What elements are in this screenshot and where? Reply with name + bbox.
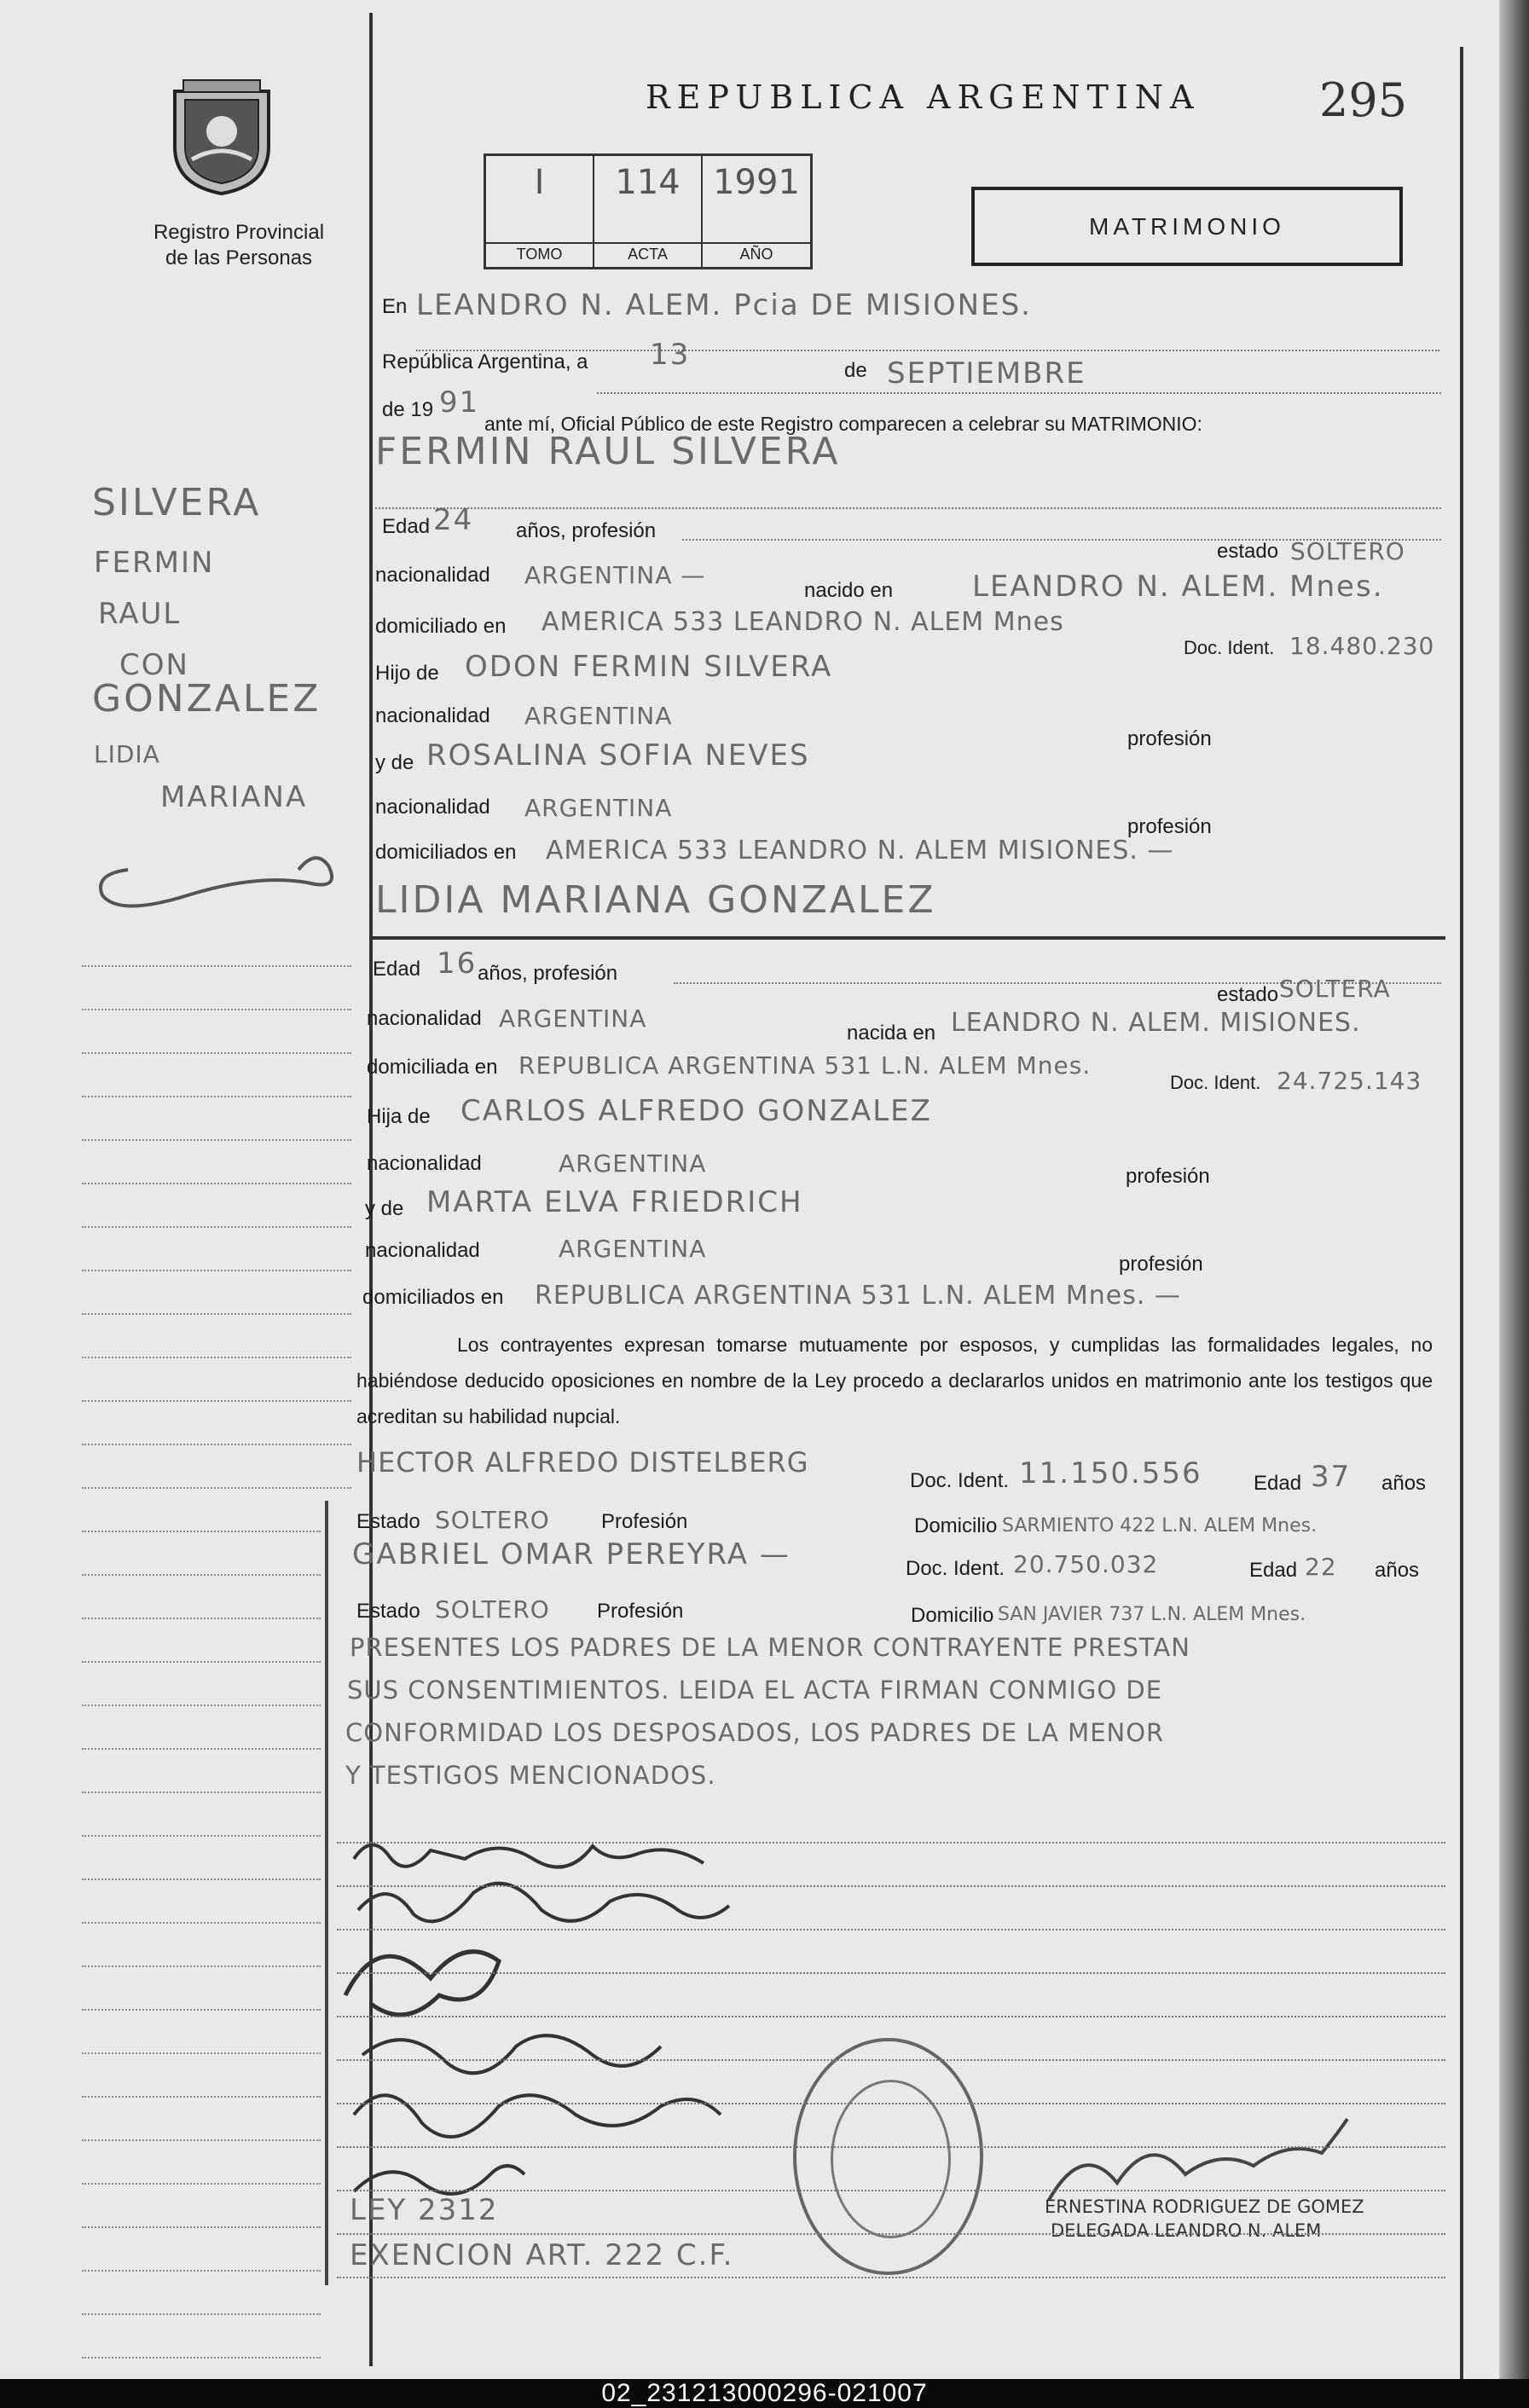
witness1-profesion-label: Profesión	[601, 1510, 688, 1533]
tomo-acta-anio-box	[484, 153, 813, 269]
groom-padres-dom-label: domiciliados en	[375, 841, 517, 864]
sidebar-line-7: MARIANA	[160, 780, 308, 814]
groom-madre-nac: ARGENTINA	[524, 794, 673, 822]
witness1-domicilio-label: Domicilio	[914, 1514, 998, 1537]
witness1-doc-label: Doc. Ident.	[910, 1469, 1010, 1492]
witness2-name: GABRIEL OMAR PEREYRA —	[352, 1537, 791, 1572]
groom-madre-nac-label: nacionalidad	[375, 796, 490, 819]
groom-yde-label: y de	[375, 751, 414, 774]
margin-line	[325, 1501, 328, 2285]
bride-nacionalidad: ARGENTINA	[499, 1004, 647, 1033]
signature-ruled-line	[337, 2146, 1445, 2148]
groom-padre-nac: ARGENTINA	[524, 702, 673, 730]
sidebar-dotted-row	[82, 1703, 321, 1706]
book-binding-edge	[1499, 0, 1529, 2379]
month-value: SEPTIEMBRE	[887, 356, 1086, 391]
bride-estado-label: estado	[1217, 983, 1279, 1006]
sidebar-line-1: SILVERA	[92, 481, 262, 524]
bride-madre: MARTA ELVA FRIEDRICH	[426, 1185, 803, 1219]
sidebar-dotted-row	[82, 1659, 321, 1663]
sidebar-dotted-row	[82, 1398, 351, 1402]
sidebar-dotted-row	[82, 2138, 321, 2141]
official-name: ERNESTINA RODRIGUEZ DE GOMEZ	[1045, 2197, 1364, 2217]
sidebar-dotted-row	[82, 1181, 351, 1184]
sidebar-dotted-row	[82, 1746, 321, 1750]
bride-madre-nac: ARGENTINA	[559, 1235, 707, 1263]
bride-estado: SOLTERA	[1279, 975, 1391, 1003]
sidebar-dotted-row	[82, 2007, 321, 2011]
signature-ruled-line	[337, 2277, 1445, 2278]
bride-madre-prof-label: profesión	[1119, 1253, 1203, 1276]
witness1-anios-label: años	[1381, 1472, 1427, 1495]
note-line-2: SUS CONSENTIMIENTOS. LEIDA EL ACTA FIRMAN CONMIGO DE	[347, 1676, 1163, 1705]
groom-nacionalidad: ARGENTINA —	[524, 561, 706, 589]
sidebar-dotted-row	[82, 2312, 321, 2315]
signature-ruled-line	[337, 2233, 1445, 2235]
groom-profesion-label: años, profesión	[516, 519, 657, 542]
bride-domicilio: REPUBLICA ARGENTINA 531 L.N. ALEM Mnes.	[518, 1051, 1092, 1080]
signature-ruled-line	[337, 2016, 1445, 2017]
signature-ruled-line	[337, 2103, 1445, 2104]
de19-label: de 19	[382, 398, 434, 421]
note-line-1: PRESENTES LOS PADRES DE LA MENOR CONTRAYENTE PRESTAN	[350, 1633, 1190, 1662]
groom-name: FERMIN RAUL SILVERA	[375, 430, 841, 473]
bride-doc: 24.725.143	[1277, 1067, 1422, 1095]
sidebar-dotted-row	[82, 1790, 321, 1793]
ante-text: ante mí, Oficial Público de este Registro comparecen a celebrar su MATRIMONIO:	[484, 413, 1202, 435]
signature-ruled-line	[337, 1885, 1445, 1887]
sidebar-dotted-row	[82, 1224, 351, 1228]
de-label: de	[844, 359, 867, 382]
bride-nacionalidad-label: nacionalidad	[367, 1007, 482, 1030]
sidebar-line-5: GONZALEZ	[92, 677, 321, 721]
sidebar-flourish	[85, 844, 350, 921]
sidebar-dotted-row	[82, 2094, 321, 2098]
right-border	[1460, 47, 1463, 2388]
signatures-area	[337, 1833, 746, 2217]
sidebar-dotted-row	[82, 1442, 351, 1445]
sidebar-dotted-row	[82, 2225, 321, 2228]
sidebar-dotted-row	[82, 1833, 321, 1837]
sidebar-dotted-row	[82, 964, 351, 967]
bride-padres-dom: REPUBLICA ARGENTINA 531 L.N. ALEM Mnes. —	[535, 1281, 1181, 1311]
footer-note-2: EXENCION ART. 222 C.F.	[350, 2238, 734, 2272]
sidebar-dotted-row	[82, 1268, 351, 1271]
groom-hijo-label: Hijo de	[375, 662, 439, 685]
bride-yde-label: y de	[365, 1197, 404, 1220]
sidebar-dotted-row	[82, 1920, 321, 1924]
groom-nacido: LEANDRO N. ALEM. Mnes.	[972, 570, 1384, 604]
bride-domicilio-label: domiciliada en	[367, 1056, 498, 1079]
signature-ruled-line	[337, 2059, 1445, 2061]
anio-cell: 1991 AÑO	[703, 156, 810, 267]
file-caption: 02_231213000296-021007	[0, 2379, 1529, 2408]
sidebar-line-6: LIDIA	[94, 740, 160, 768]
sidebar-dotted-row	[82, 1311, 351, 1315]
groom-domicilio-label: domiciliado en	[375, 615, 507, 638]
groom-estado-label: estado	[1217, 540, 1279, 563]
tomo-cell: I TOMO	[486, 156, 593, 267]
footer-note-1: LEY 2312	[350, 2193, 499, 2227]
matrimonio-box: MATRIMONIO	[971, 187, 1403, 266]
witness1-estado-label: Estado	[356, 1510, 420, 1533]
sidebar-dotted-row	[82, 1355, 351, 1358]
groom-estado: SOLTERO	[1290, 537, 1405, 565]
bride-madre-nac-label: nacionalidad	[365, 1239, 480, 1262]
sidebar-dotted-row	[82, 2051, 321, 2054]
sidebar-dotted-row	[82, 1616, 321, 1619]
groom-doc-label: Doc. Ident.	[1184, 637, 1275, 658]
groom-edad: 24	[433, 503, 474, 537]
provincial-seal	[166, 78, 277, 198]
witness1-doc: 11.150.556	[1019, 1456, 1202, 1491]
republica-label: República Argentina, a	[382, 350, 588, 373]
sidebar-dotted-row	[82, 2355, 321, 2359]
witness1-name: HECTOR ALFREDO DISTELBERG	[356, 1446, 809, 1479]
groom-edad-label: Edad	[382, 515, 431, 538]
bride-profesion-label: años, profesión	[478, 962, 618, 985]
sidebar-line-4: CON	[119, 648, 189, 682]
en-label: En	[382, 295, 408, 318]
witness2-profesion-label: Profesión	[597, 1600, 684, 1623]
place-value: LEANDRO N. ALEM. Pcia DE MISIONES.	[416, 288, 1032, 322]
year-value: 91	[439, 385, 480, 420]
sidebar-dotted-row	[82, 1529, 321, 1532]
witness2-doc-label: Doc. Ident.	[906, 1557, 1005, 1580]
declaration-text: Los contrayentes expresan tomarse mutuamente por esposos, y cumplidas las formalidades legales, no habiéndose deducido oposiciones en nombre de la Ley procedo a declararlos unidos en matrimonio ante los testigos que acreditan su habilidad nupcial.	[356, 1334, 1433, 1427]
note-line-4: Y TESTIGOS MENCIONADOS.	[345, 1761, 716, 1790]
witness2-edad: 22	[1305, 1553, 1337, 1581]
bride-doc-label: Doc. Ident.	[1170, 1072, 1261, 1093]
page-number: 295	[1319, 73, 1408, 127]
witness2-edad-label: Edad	[1249, 1559, 1298, 1582]
witness1-edad: 37	[1311, 1460, 1352, 1494]
official-signature	[1032, 2115, 1356, 2208]
groom-padre-nac-label: nacionalidad	[375, 704, 490, 727]
bride-padre-nac: ARGENTINA	[559, 1149, 707, 1178]
witness2-anios-label: años	[1375, 1559, 1420, 1582]
witness2-domicilio-label: Domicilio	[911, 1604, 994, 1627]
groom-madre: ROSALINA SOFIA NEVES	[426, 738, 810, 773]
groom-domicilio: AMERICA 533 LEANDRO N. ALEM Mnes	[542, 607, 1064, 637]
section-divider-1	[369, 936, 1445, 940]
sidebar-dotted-row	[82, 1137, 351, 1141]
bride-nacida: LEANDRO N. ALEM. MISIONES.	[951, 1008, 1361, 1038]
acta-cell: 114 ACTA	[594, 156, 701, 267]
sidebar-dotted-row	[82, 1877, 321, 1880]
witness2-estado: SOLTERO	[435, 1595, 550, 1624]
witness1-domicilio: SARMIENTO 422 L.N. ALEM Mnes.	[1002, 1515, 1318, 1537]
signature-ruled-line	[337, 1842, 1445, 1844]
document-title: REPUBLICA ARGENTINA	[646, 78, 1201, 116]
bride-hija-label: Hija de	[367, 1105, 431, 1128]
official-stamp	[793, 2038, 983, 2275]
sidebar-dotted-row	[82, 2181, 321, 2185]
registro-provincial-label: Registro Provincial de las Personas	[153, 221, 325, 269]
bride-padre-prof-label: profesión	[1126, 1165, 1210, 1188]
signature-ruled-line	[337, 1972, 1445, 1974]
sidebar-dotted-row	[82, 1007, 351, 1010]
sidebar-dotted-row	[82, 1051, 351, 1054]
signature-ruled-line	[337, 1929, 1445, 1930]
witness1-edad-label: Edad	[1254, 1472, 1302, 1495]
sidebar-line-3: RAUL	[98, 597, 182, 631]
witness2-estado-label: Estado	[356, 1600, 420, 1623]
bride-padre: CARLOS ALFREDO GONZALEZ	[460, 1094, 932, 1128]
bride-padre-nac-label: nacionalidad	[367, 1152, 482, 1175]
groom-padres-dom: AMERICA 533 LEANDRO N. ALEM MISIONES. —	[546, 836, 1174, 865]
groom-nacionalidad-label: nacionalidad	[375, 564, 490, 587]
groom-madre-prof-label: profesión	[1127, 815, 1212, 838]
sidebar-dotted-row	[82, 1485, 351, 1489]
sidebar-dotted-row	[82, 1964, 321, 1967]
signature-ruled-line	[337, 2190, 1445, 2191]
sidebar-dotted-row	[82, 1572, 321, 1576]
witness2-domicilio: SAN JAVIER 737 L.N. ALEM Mnes.	[998, 1604, 1306, 1625]
sidebar-dotted-row	[82, 1094, 351, 1097]
bride-nacida-label: nacida en	[847, 1022, 936, 1045]
groom-doc: 18.480.230	[1289, 632, 1435, 660]
groom-nacido-label: nacido en	[804, 579, 894, 602]
bride-name: LIDIA MARIANA GONZALEZ	[375, 878, 936, 922]
official-title: DELEGADA LEANDRO N. ALEM	[1051, 2220, 1322, 2241]
bride-padres-dom-label: domiciliados en	[362, 1286, 504, 1309]
bride-edad: 16	[437, 946, 478, 981]
witness1-estado: SOLTERO	[435, 1506, 550, 1534]
note-line-3: CONFORMIDAD LOS DESPOSADOS, LOS PADRES DE LA MENOR	[345, 1718, 1165, 1747]
groom-padre-prof-label: profesión	[1127, 727, 1212, 750]
groom-padre: ODON FERMIN SILVERA	[465, 650, 833, 684]
day-value: 13	[650, 338, 691, 372]
witness2-doc: 20.750.032	[1013, 1550, 1159, 1578]
sidebar-dotted-row	[82, 2268, 321, 2272]
sidebar-line-2: FERMIN	[94, 546, 215, 580]
bride-edad-label: Edad	[373, 958, 421, 981]
